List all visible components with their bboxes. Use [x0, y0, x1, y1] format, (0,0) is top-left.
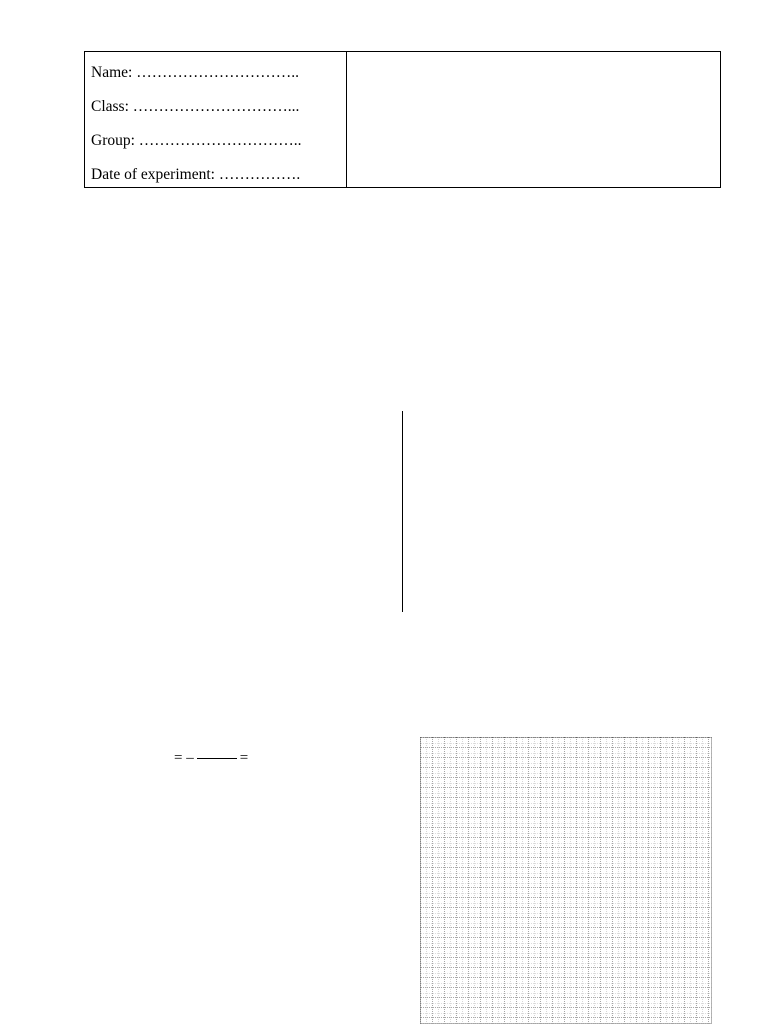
vertical-divider-line [402, 411, 403, 612]
name-field[interactable]: Name: ………………………….. [91, 64, 299, 81]
formula-right-part: = [239, 750, 249, 766]
info-table-blank-cell [347, 52, 720, 187]
fraction-bar [197, 758, 237, 759]
graph-paper-grid [420, 737, 712, 1024]
student-info-table [84, 51, 721, 188]
date-of-experiment-field[interactable]: Date of experiment: ……………. [91, 166, 301, 183]
formula-expression [174, 750, 248, 767]
formula-left-part: = – [174, 750, 194, 766]
class-field[interactable]: Class: …………………………... [91, 98, 300, 115]
student-info-fields [85, 52, 347, 187]
group-field[interactable]: Group: ………………………….. [91, 132, 302, 149]
